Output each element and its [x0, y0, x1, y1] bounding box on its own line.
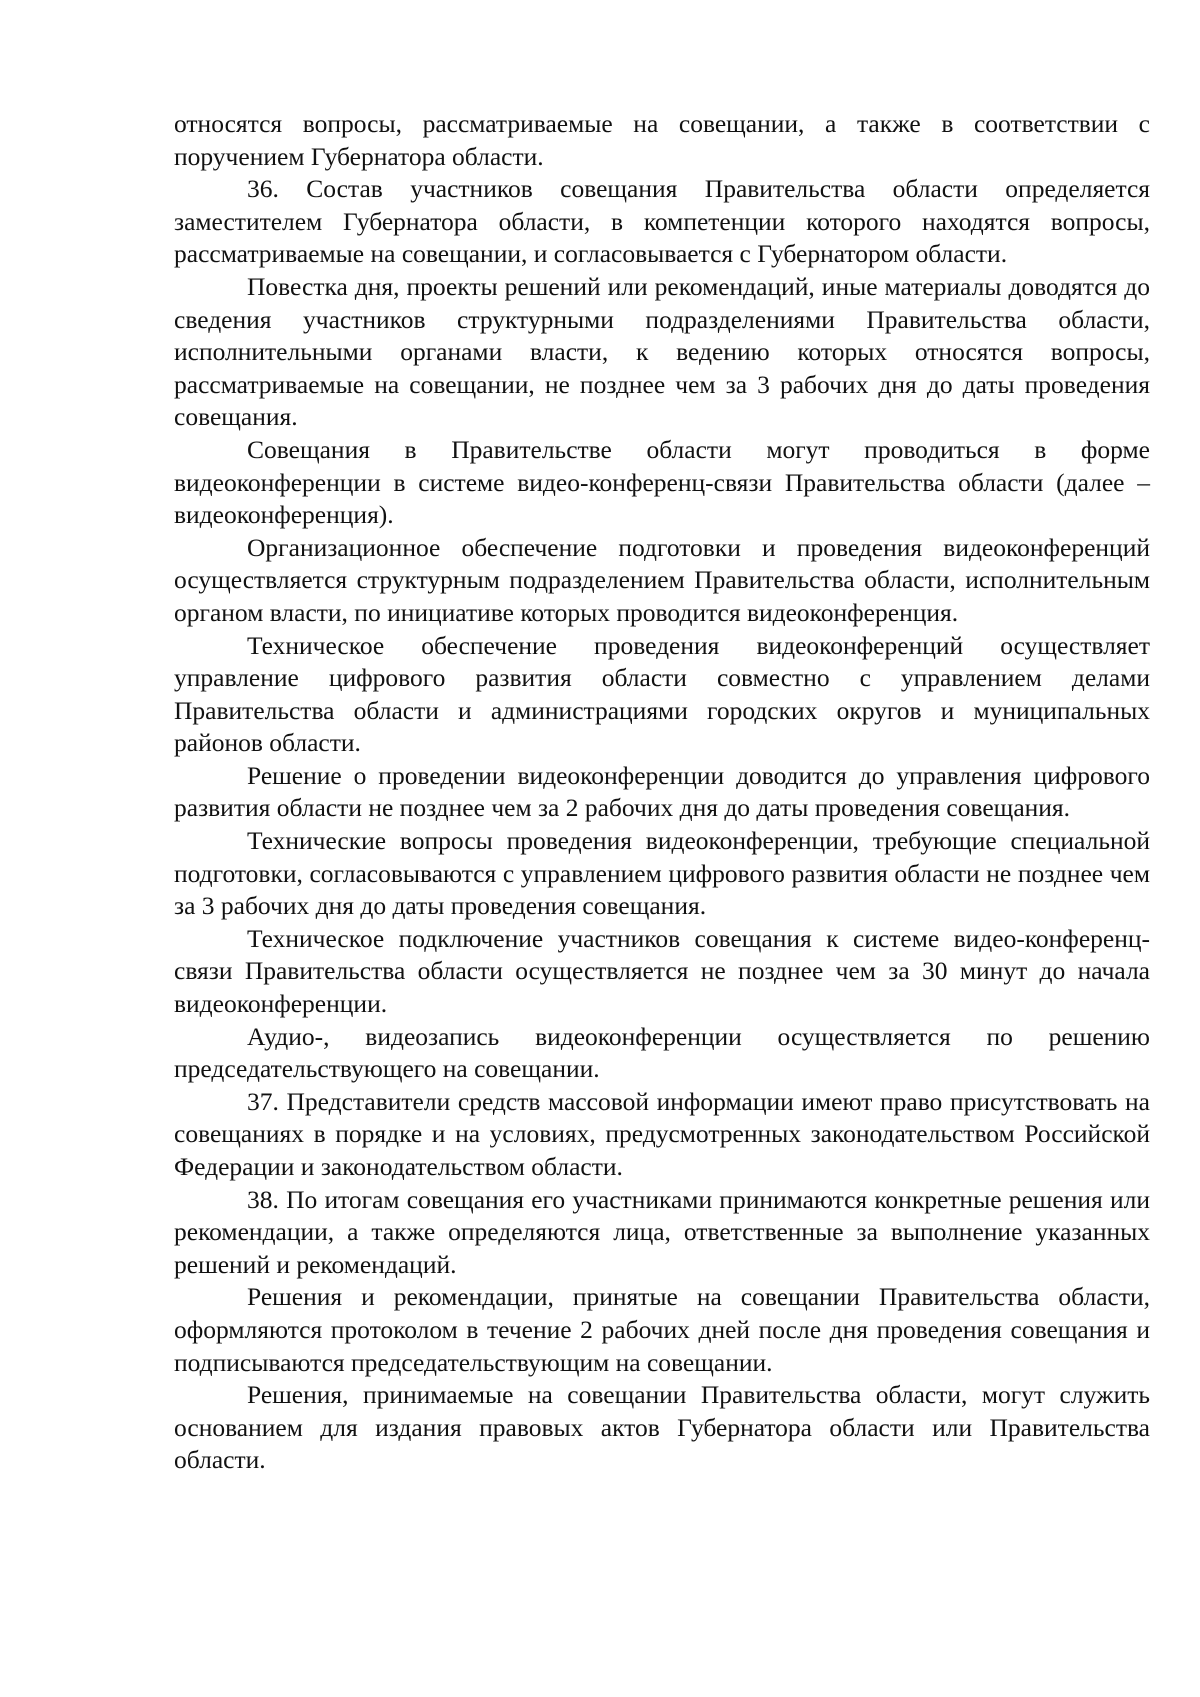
paragraph-technical-questions: Технические вопросы проведения видеоконференции, требующие специальной подготовки, согласовываются с управлением цифрового развития области не позднее чем за 3 рабочих дня до даты проведения совещания. — [174, 826, 1150, 921]
paragraph-item-37: 37. Представители средств массовой информации имеют право присутствовать на совещаниях в порядке и на условиях, предусмотренных законодательством Российской Федерации и законодательством области. — [174, 1086, 1150, 1181]
paragraph-organizational-support: Организационное обеспечение подготовки и проведения видеоконференций осуществляется структурным подразделением Правительства области, исполнительным органом власти, по инициативе которых проводится видеоконференция. — [174, 532, 1150, 627]
paragraph-protocol: Решения и рекомендации, принятые на совещании Правительства области, оформляются протоколом в течение 2 рабочих дней после дня проведения совещания и подписываются председательствующим на совещании. — [174, 1282, 1150, 1377]
document-page — [174, 108, 1150, 1477]
paragraph-decision-notice: Решение о проведении видеоконференции доводится до управления цифрового развития области не позднее чем за 2 рабочих дня до даты проведения совещания. — [174, 760, 1150, 823]
paragraph-item-36: 36. Состав участников совещания Правительства области определяется заместителем Губернатора области, в компетенции которого находятся вопросы, рассматриваемые на совещании, и согласовывается с Губернатором области. — [174, 174, 1150, 269]
paragraph-legal-acts: Решения, принимаемые на совещании Правительства области, могут служить основанием для издания правовых актов Губернатора области или Правительства области. — [174, 1380, 1150, 1475]
paragraph-recording: Аудио-, видеозапись видеоконференции осуществляется по решению председательствующего на совещании. — [174, 1021, 1150, 1084]
paragraph-technical-support: Техническое обеспечение проведения видеоконференций осуществляет управление цифрового развития области совместно с управлением делами Правительства области и администрациями городских округов и муниципальных районов области. — [174, 630, 1150, 758]
paragraph-videoconference-form: Совещания в Правительстве области могут проводиться в форме видеоконференции в системе видео-конференц-связи Правительства области (далее – видеоконференция). — [174, 434, 1150, 530]
paragraph-item-38: 38. По итогам совещания его участниками принимаются конкретные решения или рекомендации, а также определяются лица, ответственные за выполнение указанных решений и рекомендаций. — [174, 1184, 1150, 1279]
paragraph-agenda: Повестка дня, проекты решений или рекомендаций, иные материалы доводятся до сведения участников структурными подразделениями Правительства области, исполнительными органами власти, к ведению которых относятся вопросы, рассматриваемые на совещании, не позднее чем за 3 рабочих дня до даты проведения совещания. — [174, 271, 1150, 432]
paragraph-technical-connection: Техническое подключение участников совещания к системе видео-конференц-связи Правительства области осуществляется не позднее чем за 30 минут до начала видеоконференции. — [174, 923, 1150, 1019]
paragraph-continuation: относятся вопросы, рассматриваемые на совещании, а также в соответствии с поручением Губернатора области. — [174, 109, 1150, 171]
